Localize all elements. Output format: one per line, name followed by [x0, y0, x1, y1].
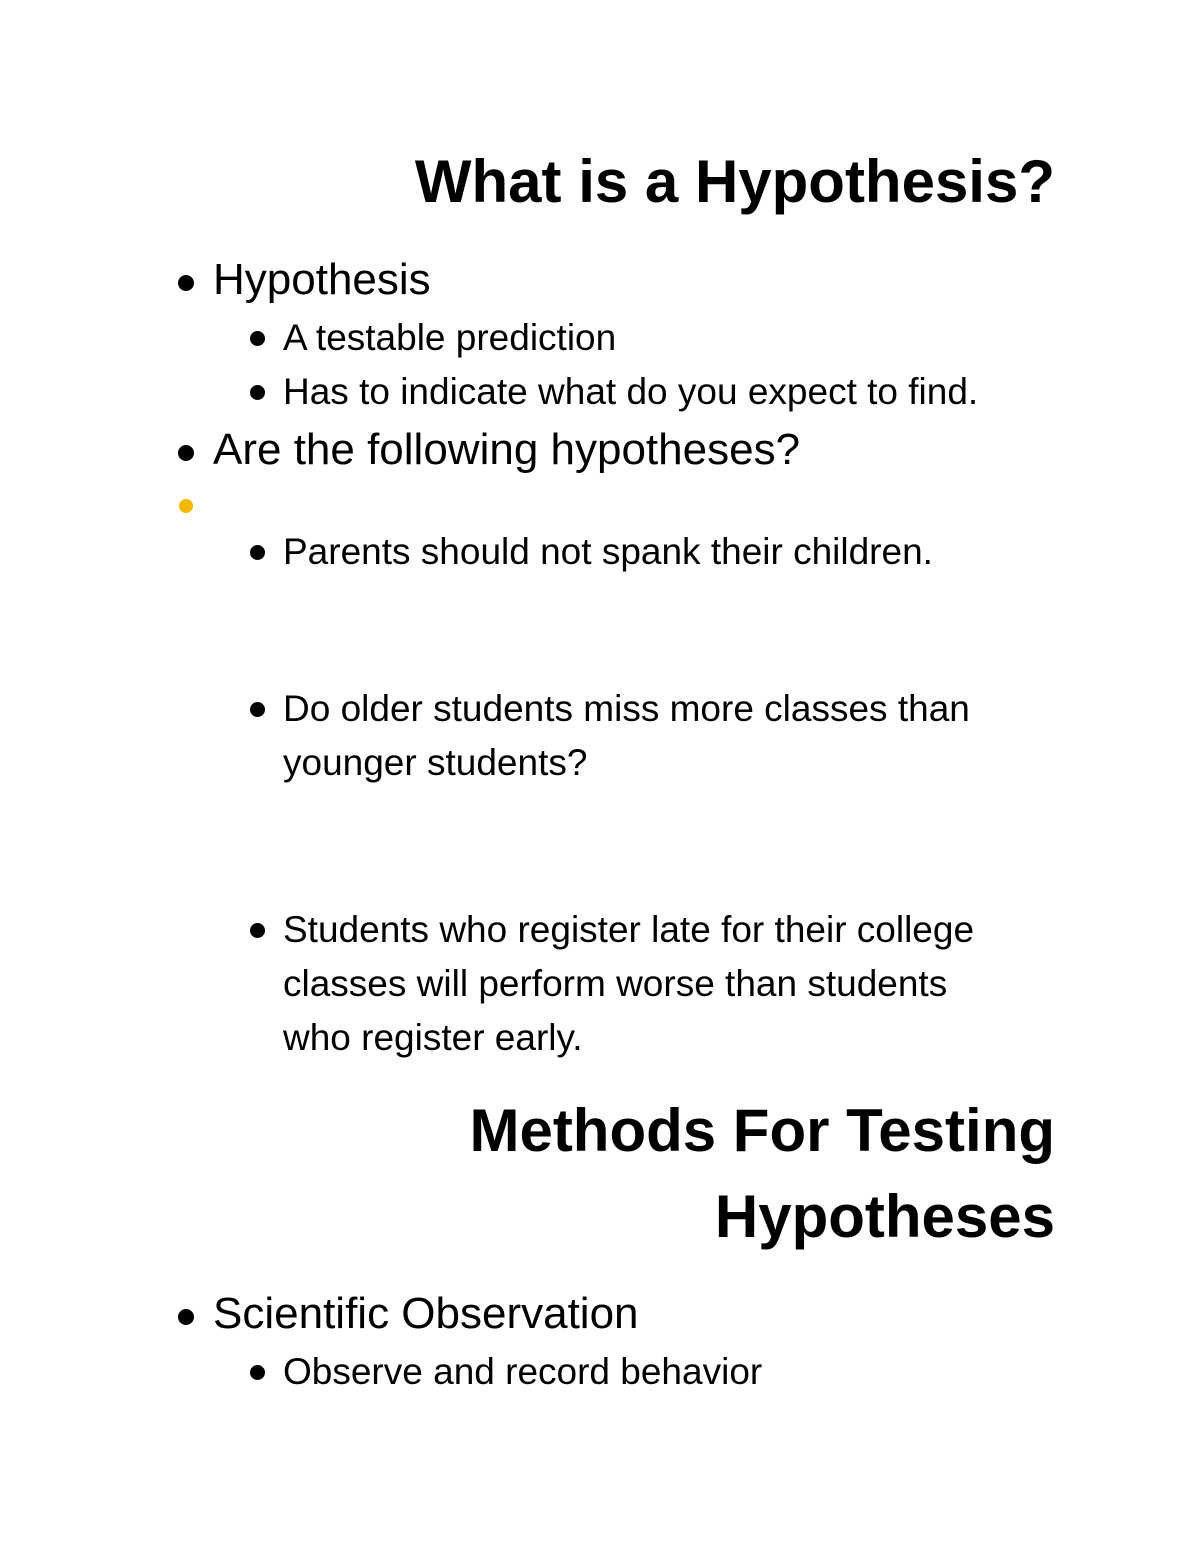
list-subitem — [250, 311, 616, 365]
list-subitem-text: Parents should not spank their children. — [283, 531, 933, 572]
list-item-label: Are the following hypotheses? — [213, 425, 801, 474]
bullet-icon — [250, 1365, 265, 1380]
list-item-scientific-observation — [178, 1289, 639, 1338]
bullet-icon — [250, 702, 265, 717]
list-subitem — [250, 903, 974, 1065]
bullet-icon — [250, 385, 265, 400]
list-item-label: Scientific Observation — [213, 1289, 639, 1338]
bullet-icon — [178, 275, 194, 291]
list-subitem-text: Has to indicate what do you expect to find. — [283, 371, 979, 412]
bullet-icon — [250, 923, 265, 938]
bullet-icon — [178, 1309, 194, 1325]
list-subitem-text: who register early. — [283, 1017, 583, 1058]
bullet-icon — [250, 545, 265, 560]
list-subitem — [250, 1345, 762, 1399]
section-title-line: Methods For Testing — [469, 1097, 1055, 1164]
list-subitem-text: Do older students miss more classes than — [283, 688, 970, 729]
list-subitem-text: Students who register late for their college — [283, 909, 975, 950]
bullet-icon — [178, 445, 194, 461]
empty-bullet-icon — [179, 499, 193, 513]
list-item-label: Hypothesis — [213, 255, 431, 304]
list-subitem — [250, 682, 970, 790]
list-item-question — [178, 425, 801, 474]
bullet-icon — [250, 331, 265, 346]
section-title-line: Hypotheses — [714, 1183, 1055, 1250]
list-subitem — [250, 365, 978, 419]
page-title: What is a Hypothesis? — [414, 148, 1055, 215]
list-item-hypothesis — [178, 255, 431, 304]
list-subitem — [250, 525, 933, 579]
list-subitem-text: classes will perform worse than students — [283, 963, 948, 1004]
list-subitem-text: Observe and record behavior — [283, 1351, 763, 1392]
list-subitem-text: younger students? — [283, 742, 588, 783]
list-subitem-text: A testable prediction — [283, 317, 617, 358]
section-title — [469, 1088, 1055, 1260]
